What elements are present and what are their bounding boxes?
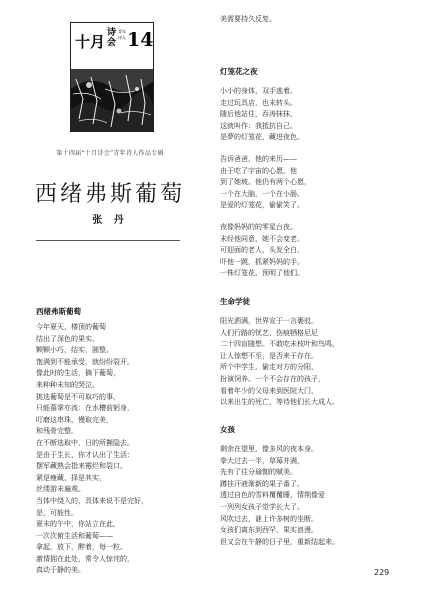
poem-line: 这就叫作：我抵抗自己。 — [220, 121, 297, 130]
poem-line: 二十四盲随想。不敢吃未枝叶和鸟鸣， — [220, 340, 339, 349]
poem-title-lantern: 灯笼花之夜 — [220, 67, 258, 76]
poem-line: 所个中学生，偷走对方的分阳， — [220, 363, 318, 372]
right-column — [216, 0, 427, 594]
poem-body-girl — [220, 444, 339, 548]
poem-line: 小小的身体，双手逃着。 — [220, 87, 297, 95]
poem-line: 告诉爸爸，他的来历—— — [220, 154, 297, 163]
poem-line: 拳大过去一半，草莓并满， — [220, 456, 304, 465]
poem-line: 是夢的灯笼花，藏进夜色。 — [220, 133, 304, 142]
poem-line: 是，可能性。 — [36, 508, 78, 517]
logo-header — [71, 23, 153, 69]
poem-line: 拿起，放下，醉着，每一粒。 — [36, 543, 127, 552]
poem-body-sisyphus — [36, 322, 148, 577]
divider — [36, 240, 180, 241]
logo-number: 14 — [127, 29, 154, 51]
poem-line: 随后他站住，吞涛抹抹， — [220, 110, 297, 119]
poem-line: 到了她坡。他仍有两个心愿， — [220, 178, 311, 187]
poem-line: 看着年少的父母来到医院大门， — [220, 386, 318, 395]
poem-line: 当体中绕入的，具体来说不是完好， — [36, 496, 148, 505]
poem-line: 一个在大脑，一个在小肠。 — [220, 189, 304, 198]
poem-line: 可迎面的老人，头发全白， — [220, 246, 304, 255]
poem-line: 一株灯笼花，预明了他们。 — [220, 269, 304, 278]
poem-line: 蹲挂汗液渐新的果子番了。 — [220, 479, 304, 488]
poem-line: 饱满到不能承受，就纷纷裂开。 — [36, 357, 134, 366]
magazine-logo — [70, 22, 154, 132]
poem-line: 一次次俯生活和葡萄—— — [36, 531, 113, 540]
poem-line: 来种种未知的哭泣。 — [36, 380, 99, 389]
poem-line: 挑选葡萄是不可取巧的事， — [36, 392, 120, 401]
logo-brand: 十月 — [75, 33, 106, 51]
poem-title-sisyphus: 西绪弗斯葡萄 — [36, 307, 81, 316]
poem-line: 夏末的午中，你站立在此， — [36, 520, 120, 529]
poem-line: 像此时的生活，摘下葡萄， — [36, 369, 120, 378]
poem-line: 让人惊想不至，是否来于存在。 — [220, 351, 318, 360]
poem-line: 走过玩具店，也未转头。 — [220, 98, 297, 107]
poem-line: 剩余在望里，像多风的夜本身。 — [220, 445, 318, 453]
poem-line: 美需要持久反复。 — [220, 15, 276, 23]
poem-body-lantern — [220, 86, 311, 280]
left-column — [0, 0, 210, 594]
poem-line: 摆军藏熟会指来霉烂和裂口。 — [36, 462, 127, 471]
poem-line: 由于吃了宇宙的心愿，他 — [220, 166, 297, 175]
poem-line: 是爱的灯笼花，偷偷笑了。 — [220, 201, 304, 210]
poem-line: 和残骨完整。 — [36, 427, 78, 436]
logo-tag: 青年诗人 — [118, 29, 126, 40]
poem-line: 扮演饲养。一个不会存在的孩子， — [220, 374, 325, 383]
poem-line: 叮磨这串珠，慢取完美， — [36, 415, 113, 424]
logo-illustration-icon — [71, 69, 153, 131]
poem-line: 一列列女孩子觉学长大了。 — [220, 502, 304, 511]
poem-line: 风吹过去，谜上许多树的坐断。 — [220, 514, 318, 523]
poem-line: 结出了深色的果实。 — [36, 334, 99, 343]
poem-line: 紧是瘦藏，择是其实， — [36, 473, 106, 482]
poem-line: 夜像妈妈的的零星台夜。 — [220, 222, 297, 231]
poem-line: 丝缕游未遍观。 — [36, 485, 85, 494]
poem-line: 今年夏天，楼顶的葡萄 — [36, 323, 106, 331]
poem-line: 未经他同意，她不会变老。 — [220, 234, 304, 243]
logo-sub: 诗会 — [107, 28, 117, 48]
poem-line: 是由于生长，你才认出了生活： — [36, 450, 134, 459]
poem-line: 阳光洒满，世界宣于一言裹驳。 — [220, 317, 318, 325]
author-name: 张 丹 — [92, 215, 128, 226]
poem-line: 真动于静的美。 — [36, 566, 85, 575]
poem-line: 透过自色的雪料覆覆睡，情荆像爱 — [220, 491, 325, 500]
poem-line: 激情拥在此处，常令人惊诧的， — [36, 554, 134, 563]
poem-title-girl: 女孩 — [220, 425, 235, 434]
poem-line: 在不断选取中，日的所撕隐去。 — [36, 438, 134, 447]
poem-body-life — [220, 316, 339, 409]
poem-line: 先有了往分瑜伽的赋美。 — [220, 468, 297, 477]
feature-caption: 第十四届“十月诗会”青年诗人作品专辑 — [56, 150, 164, 157]
poem-title-life: 生命学徒 — [220, 297, 250, 306]
poem-line: 女孩们离东到西罕，果实浪漫。 — [220, 526, 318, 535]
poem-line: 吓他一跳，抓紧妈妈的手。 — [220, 257, 304, 266]
poem-line: 人们行路的忧艺，伤痕牺格尼尼 — [220, 328, 318, 337]
page-title: 西绪弗斯葡萄 — [34, 182, 185, 207]
poem-line: 颗颗小巧，结实，圆整。 — [36, 346, 113, 355]
poem-line: 以来出生的死亡、等待他们长大成人。 — [220, 398, 339, 407]
poem-line: 但又会在午静的日子里，重新结起来。 — [220, 537, 339, 546]
poem-tail — [220, 14, 276, 26]
page-number: 229 — [374, 568, 390, 577]
poem-line: 只能慕掌亦流：在水槽前躬身， — [36, 404, 134, 413]
